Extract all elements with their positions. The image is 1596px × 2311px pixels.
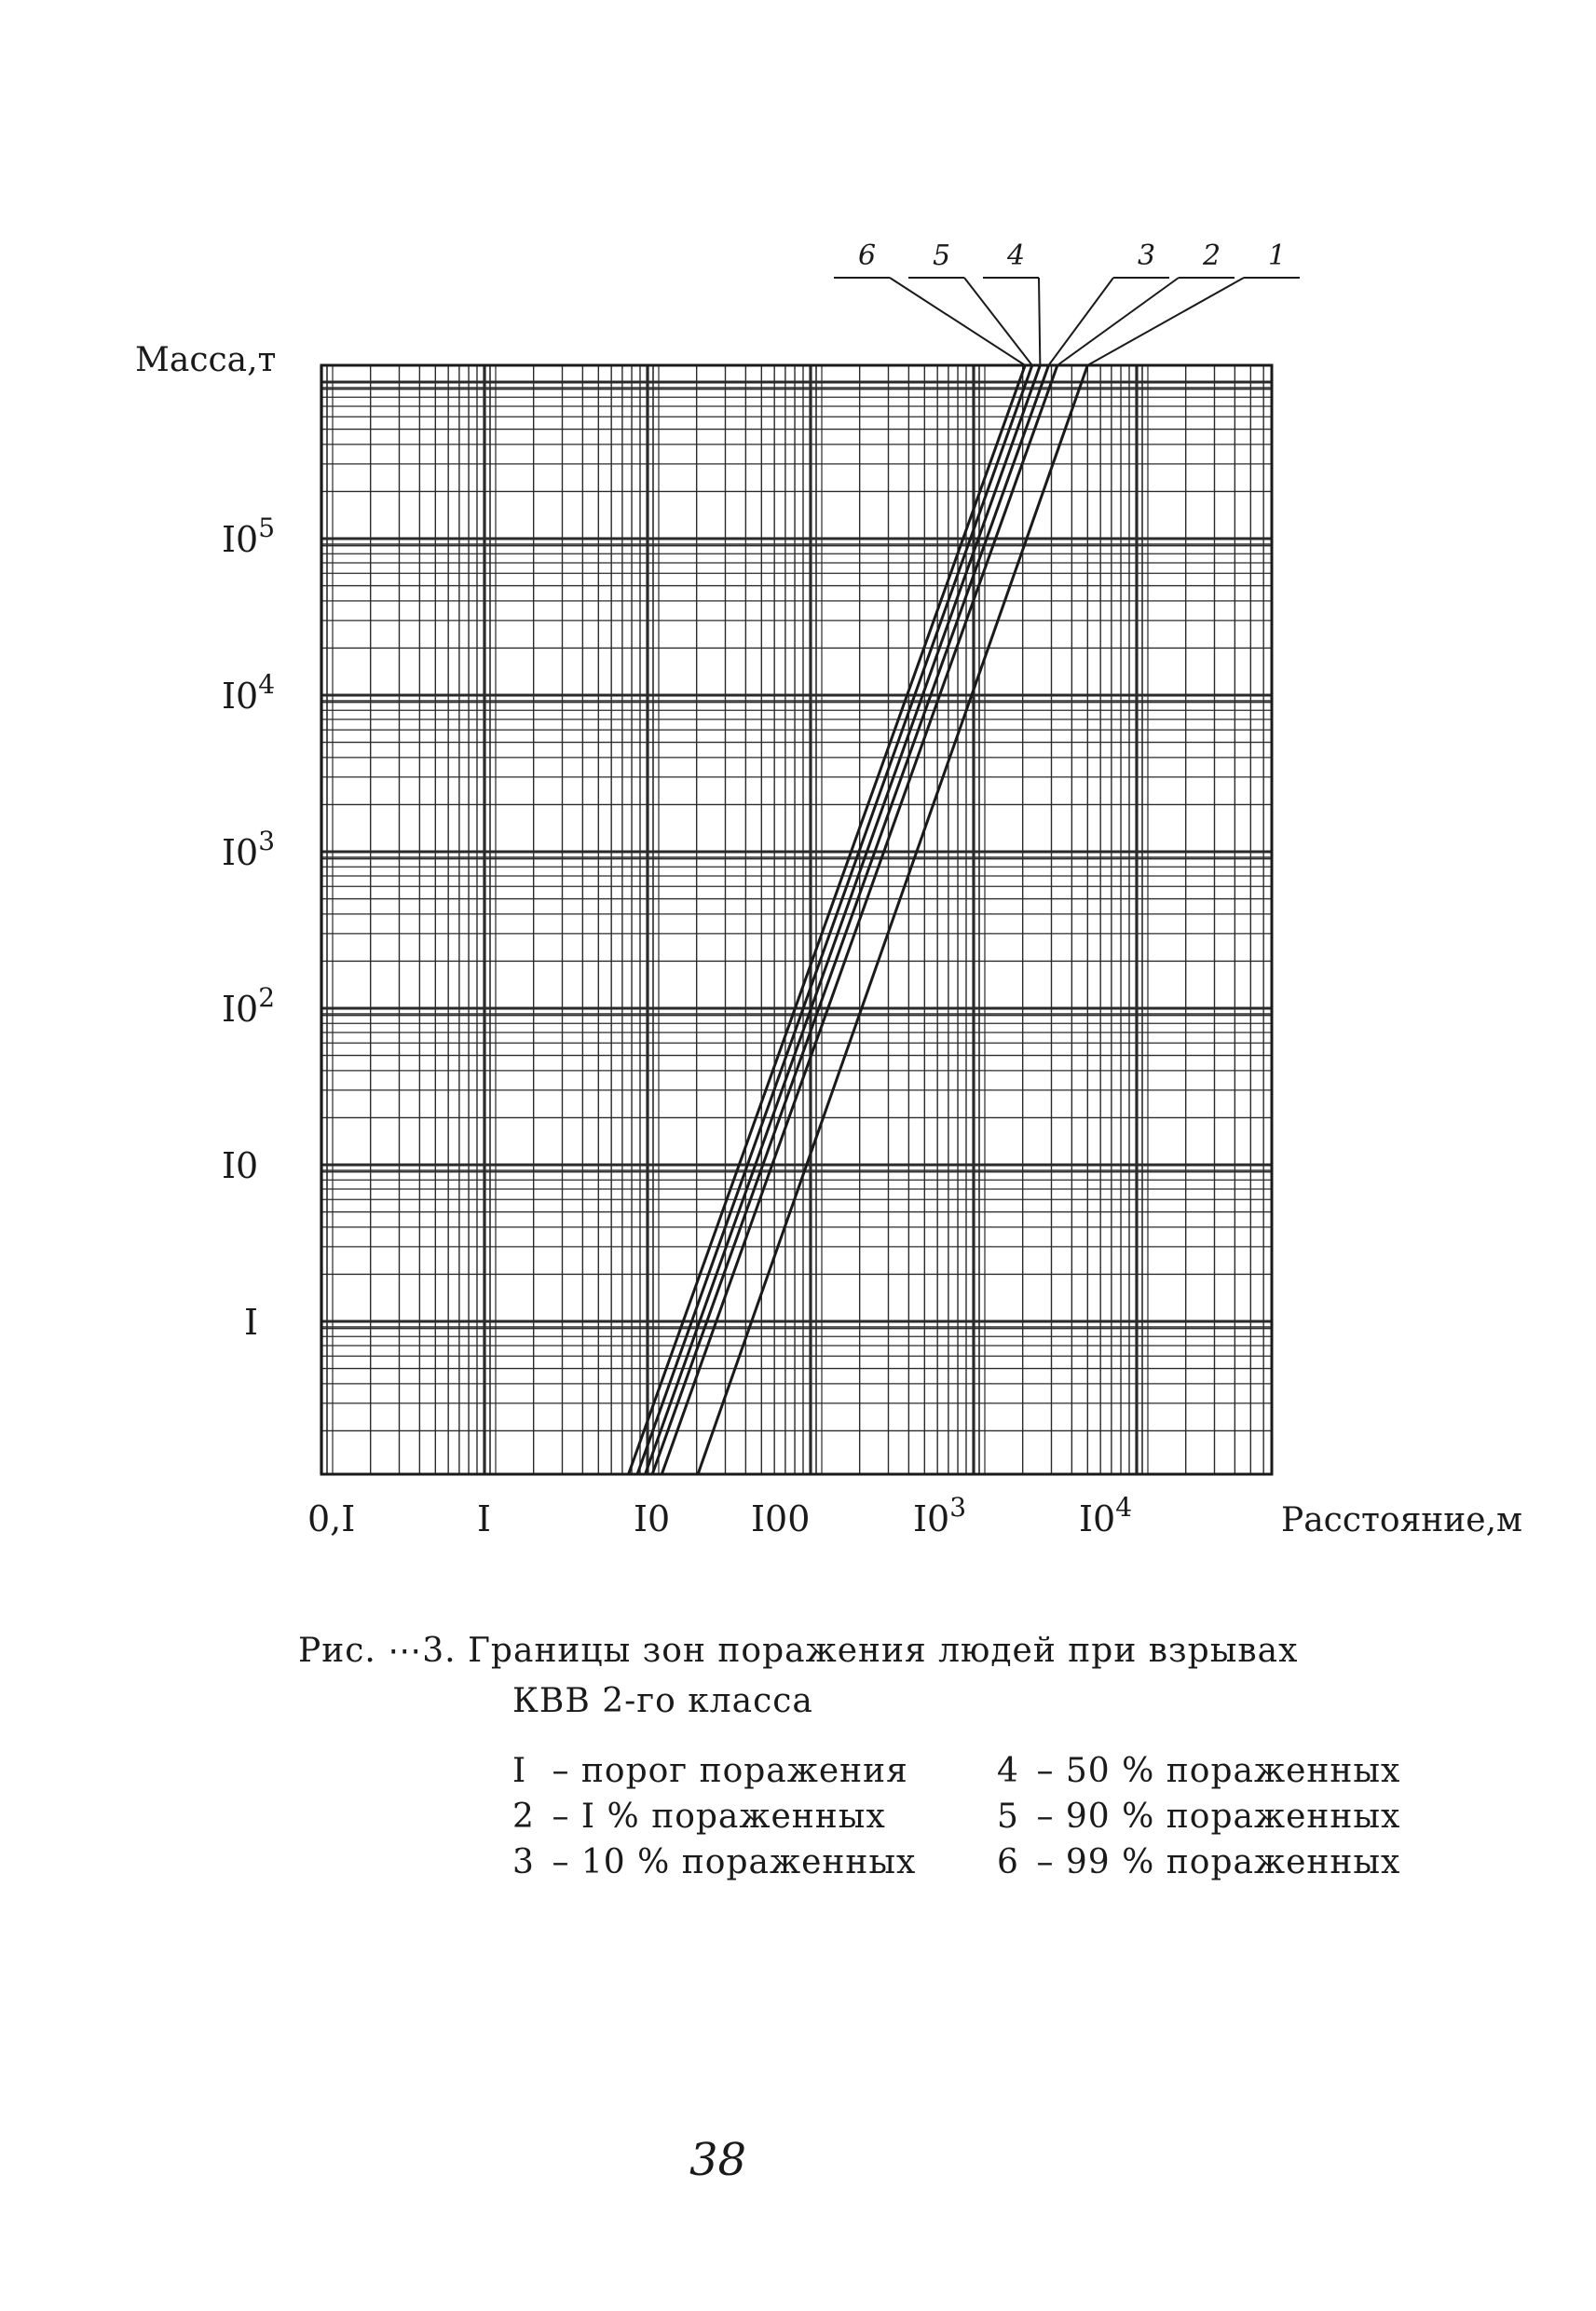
x-tick-label: I00: [751, 1498, 811, 1539]
callout-leader: [890, 278, 1025, 365]
legend-text: – 10 % пораженных: [552, 1843, 917, 1881]
legend-number: I: [512, 1752, 527, 1790]
callout-leader: [1057, 278, 1179, 365]
x-tick-label: $I0^4$: [1079, 1492, 1133, 1539]
series-line-3: [652, 365, 1048, 1474]
legend-item: [512, 1798, 997, 1836]
y-tick-label: $I0^2$: [222, 982, 276, 1030]
figure-caption: [298, 1626, 1416, 1727]
callout-label: 5: [933, 239, 951, 272]
series-callouts: [834, 239, 1300, 365]
legend-number: 2: [512, 1798, 535, 1836]
legend-text: – 50 % пораженных: [1036, 1752, 1401, 1790]
legend-number: 6: [997, 1843, 1019, 1881]
x-tick-label: I0: [634, 1498, 671, 1539]
callout-label: 2: [1203, 239, 1221, 272]
callout-label: 6: [858, 239, 877, 272]
legend-item: [512, 1843, 997, 1881]
chart-series: [629, 365, 1088, 1474]
legend-text: – порог поражения: [552, 1752, 908, 1790]
callout-label: 1: [1268, 239, 1287, 272]
legend-text: – 99 % пораженных: [1036, 1843, 1401, 1881]
y-tick-label: $I0^3$: [222, 826, 276, 873]
caption-title-line2: КВВ 2-го класса: [512, 1682, 813, 1720]
y-tick-labels: [222, 513, 275, 1343]
legend-text: – I % пораженных: [552, 1798, 886, 1836]
legend-number: 3: [512, 1843, 535, 1881]
y-tick-label: $I0^4$: [222, 669, 276, 717]
y-axis-label: Масса,т: [135, 341, 277, 379]
x-tick-label: 0,I: [307, 1498, 356, 1539]
callout-leader: [1049, 278, 1113, 365]
legend-item: [997, 1798, 1444, 1836]
legend-number: 4: [997, 1752, 1019, 1790]
legend: [512, 1752, 1444, 1881]
x-axis-label: Расстояние,м: [1281, 1501, 1523, 1539]
caption-number: ⋯3.: [388, 1632, 457, 1670]
y-tick-label: I0: [222, 1145, 259, 1186]
legend-item: [512, 1752, 997, 1790]
caption-title-line1: Границы зон поражения людей при взрывах: [468, 1632, 1299, 1670]
page-number: 38: [689, 2134, 747, 2186]
legend-text: – 90 % пораженных: [1036, 1798, 1401, 1836]
legend-item: [997, 1752, 1444, 1790]
callout-leader: [964, 278, 1032, 365]
x-tick-labels: [307, 1492, 1132, 1539]
y-tick-label: $I0^5$: [222, 513, 276, 560]
caption-prefix: Рис.: [298, 1632, 376, 1670]
x-tick-label: I: [477, 1498, 492, 1539]
chart-grid: [321, 365, 1272, 1474]
callout-label: 3: [1138, 239, 1156, 272]
legend-item: [997, 1843, 1444, 1881]
callout-label: 4: [1007, 239, 1026, 272]
y-tick-label: I: [244, 1302, 259, 1343]
callout-leader: [1039, 278, 1040, 365]
series-line-1: [698, 365, 1087, 1474]
callout-leader: [1087, 278, 1244, 365]
legend-number: 5: [997, 1798, 1019, 1836]
x-tick-label: $I0^3$: [913, 1492, 967, 1539]
series-line-4: [646, 365, 1041, 1474]
